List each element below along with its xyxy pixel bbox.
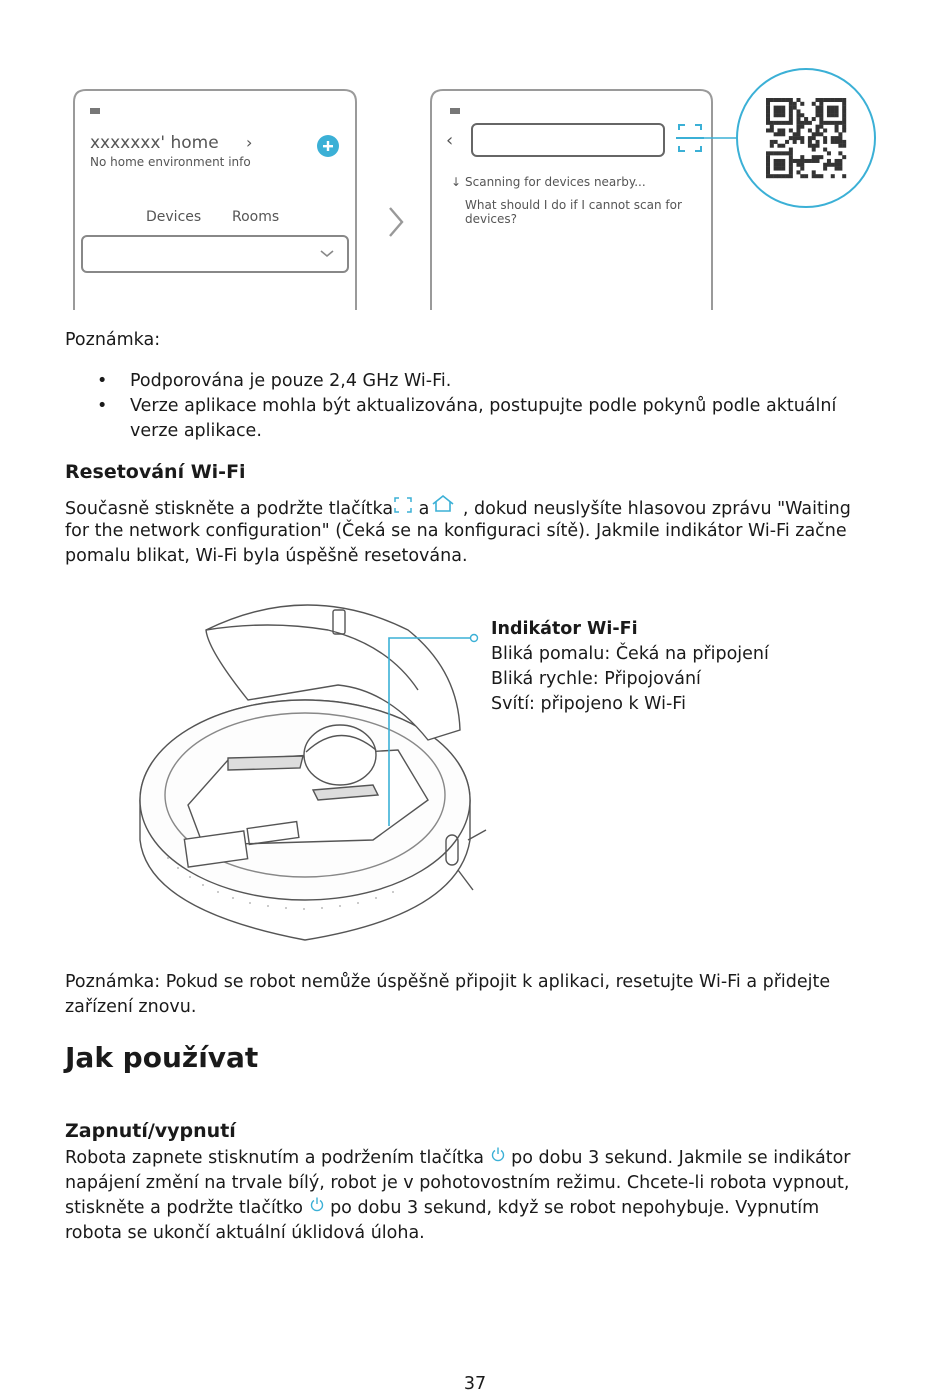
power-line-1 [65, 1146, 850, 1173]
qr-cell [800, 159, 804, 163]
power-text-b: po dobu 3 sekund. Jakmile se indikátor [505, 1148, 851, 1168]
qr-cell [816, 140, 820, 144]
qr-cell [842, 174, 846, 178]
svg-text:↓: ↓ [451, 175, 462, 189]
qr-cell [789, 159, 793, 163]
qr-cell [823, 167, 827, 171]
qr-cell [831, 163, 835, 167]
qr-cell [842, 117, 846, 121]
qr-cell [827, 106, 831, 110]
qr-cell [819, 174, 823, 178]
qr-cell [781, 144, 785, 148]
qr-cell [777, 109, 781, 113]
qr-cell [812, 148, 816, 152]
qr-cell [838, 121, 842, 125]
qr-cell [831, 106, 835, 110]
qr-cell [831, 140, 835, 144]
qr-cell [774, 113, 778, 117]
qr-cell [838, 159, 842, 163]
indicator-line-3: Svítí: připojeno k Wi-Fi [491, 694, 686, 714]
help-text-2[interactable]: devices? [465, 212, 518, 226]
qr-cell [781, 163, 785, 167]
qr-cell [835, 121, 839, 125]
qr-cell [842, 140, 846, 144]
qr-cell [781, 113, 785, 117]
qr-cell [800, 155, 804, 159]
qr-cell [812, 117, 816, 121]
qr-cell [812, 159, 816, 163]
qr-cell [785, 98, 789, 102]
qr-cell [831, 109, 835, 113]
qr-cell [766, 163, 770, 167]
app-setup-illustration [60, 60, 890, 315]
qr-cell [827, 113, 831, 117]
power-line-3 [65, 1196, 819, 1223]
qr-cell [819, 102, 823, 106]
home-name-text: xxxxxxx' home [90, 133, 219, 153]
qr-cell [804, 121, 808, 125]
power-line-4: robota se ukončí aktuální úklidová úloha. [65, 1223, 425, 1243]
qr-cell [835, 125, 839, 129]
power-title: Zapnutí/vypnutí [65, 1120, 236, 1142]
qr-cell [777, 121, 781, 125]
qr-cell [819, 98, 823, 102]
qr-cell [766, 174, 770, 178]
qr-cell [812, 102, 816, 106]
qr-cell [774, 106, 778, 110]
qr-cell [842, 144, 846, 148]
no-env-text: No home environment info [90, 155, 251, 169]
scanning-text: Scanning for devices nearby... [465, 175, 646, 189]
qr-cell [785, 121, 789, 125]
qr-cell [793, 102, 797, 106]
qr-cell [774, 132, 778, 136]
chevron-small-icon: › [246, 133, 253, 152]
wifi-reset-title: Resetování Wi-Fi [65, 461, 246, 483]
power-line-2: napájení změní na trvale bílý, robot je v pohotovostním režimu. Chcete-li robota vypnout, [65, 1173, 850, 1193]
qr-cell [770, 140, 774, 144]
power-icon [490, 1146, 506, 1173]
qr-cell [774, 121, 778, 125]
qr-cell [766, 106, 770, 110]
qr-cell [804, 117, 808, 121]
power-text-c: stiskněte a podržte tlačítko [65, 1198, 303, 1218]
qr-cell [819, 121, 823, 125]
left-phone-screen [74, 90, 356, 310]
chevron-right-icon [390, 208, 402, 236]
wifi-reset-text-c: , dokud neuslyšíte hlasovou zprávu "Waiting [457, 499, 851, 519]
qr-cell [808, 159, 812, 163]
qr-cell [774, 151, 778, 155]
qr-cell [789, 102, 793, 106]
right-phone-screen [431, 90, 740, 310]
qr-cell [835, 163, 839, 167]
qr-cell [842, 155, 846, 159]
qr-cell [789, 167, 793, 171]
qr-cell [789, 106, 793, 110]
qr-cell [800, 125, 804, 129]
qr-cell [781, 174, 785, 178]
qr-cell [816, 98, 820, 102]
qr-cell [816, 159, 820, 163]
qr-cell [789, 170, 793, 174]
note2-line-2: zařízení znovu. [65, 997, 197, 1017]
qr-cell [781, 106, 785, 110]
qr-cell [770, 144, 774, 148]
indicator-callout-line [385, 630, 480, 830]
qr-cell [808, 121, 812, 125]
rooms-tab[interactable]: Rooms [232, 209, 280, 225]
qr-cell [793, 136, 797, 140]
qr-cell [831, 121, 835, 125]
qr-cell [789, 155, 793, 159]
qr-cell [766, 159, 770, 163]
qr-cell [774, 140, 778, 144]
qr-cell [816, 155, 820, 159]
qr-cell [823, 148, 827, 152]
qr-cell [766, 98, 770, 102]
qr-cell [766, 102, 770, 106]
qr-cell [812, 144, 816, 148]
qr-cell [789, 113, 793, 117]
qr-cell [774, 163, 778, 167]
qr-cell [819, 113, 823, 117]
qr-cell [774, 174, 778, 178]
qr-cell [823, 136, 827, 140]
qr-cell [781, 159, 785, 163]
qr-cell [842, 125, 846, 129]
qr-cell [796, 128, 800, 132]
qr-cell [835, 140, 839, 144]
qr-cell [800, 113, 804, 117]
qr-cell [789, 128, 793, 132]
qr-cell [835, 128, 839, 132]
qr-cell [823, 140, 827, 144]
qr-cell [812, 132, 816, 136]
wifi-reset-line-3: pomalu blikat, Wi-Fi byla úspěšně resetována. [65, 546, 468, 566]
qr-cell [796, 163, 800, 167]
qr-cell [789, 163, 793, 167]
qr-cell [770, 128, 774, 132]
qr-cell [808, 136, 812, 140]
qr-cell [808, 128, 812, 132]
qr-cell [777, 163, 781, 167]
qr-cell [827, 109, 831, 113]
qr-cell [789, 117, 793, 121]
indicator-line-1: Bliká pomalu: Čeká na připojení [491, 644, 769, 664]
wifi-reset-line-2: for the network configuration" (Čeká se na konfiguraci sítě). Jakmile indikátor Wi-Fi začne [65, 521, 847, 541]
note-bullet-1: • Podporována je pouze 2,4 GHz Wi-Fi. [65, 369, 895, 394]
note-bullet-2-cont: verze aplikace. [130, 421, 262, 441]
qr-cell [777, 106, 781, 110]
qr-cell [766, 155, 770, 159]
qr-cell [770, 121, 774, 125]
qr-cell [835, 113, 839, 117]
qr-cell [800, 167, 804, 171]
qr-cell [777, 132, 781, 136]
note-bullet-2: • Verze aplikace mohla být aktualizována, postupujte podle pokynů podle aktuální [65, 394, 895, 419]
dropdown-box [82, 236, 348, 272]
qr-cell [842, 121, 846, 125]
qr-cell [774, 159, 778, 163]
qr-cell [842, 102, 846, 106]
qr-cell [796, 121, 800, 125]
qr-cell [796, 170, 800, 174]
qr-cell [777, 159, 781, 163]
qr-cell [796, 109, 800, 113]
qr-code-icon [737, 69, 875, 207]
qr-cell [808, 144, 812, 148]
qr-cell [808, 140, 812, 144]
back-icon: ‹ [446, 130, 454, 151]
qr-cell [835, 159, 839, 163]
qr-cell [796, 117, 800, 121]
qr-cell [796, 125, 800, 129]
plus-icon[interactable] [317, 135, 339, 157]
qr-cell [804, 159, 808, 163]
qr-cell [800, 102, 804, 106]
qr-cell [823, 163, 827, 167]
qr-cell [796, 98, 800, 102]
qr-cell [819, 117, 823, 121]
qr-cell [777, 113, 781, 117]
power-icon [309, 1196, 325, 1223]
qr-cell [800, 140, 804, 144]
qr-cell [777, 98, 781, 102]
power-text-a: Robota zapnete stisknutím a podržením tlačítka [65, 1148, 484, 1168]
qr-cell [785, 140, 789, 144]
wifi-reset-text-a: Současně stiskněte a podržte tlačítka [65, 499, 394, 519]
section-title: Jak používat [65, 1041, 259, 1074]
qr-cell [835, 98, 839, 102]
qr-cell [827, 151, 831, 155]
qr-cell [816, 109, 820, 113]
qr-cell [838, 98, 842, 102]
qr-cell [835, 106, 839, 110]
devices-tab[interactable]: Devices [146, 209, 202, 225]
qr-cell [789, 136, 793, 140]
qr-cell [835, 109, 839, 113]
qr-cell [842, 106, 846, 110]
page-number: 37 [463, 1374, 487, 1394]
qr-cell [819, 106, 823, 110]
qr-cell [766, 170, 770, 174]
qr-cell [781, 167, 785, 171]
note-bullet-list [65, 369, 895, 444]
qr-cell [819, 109, 823, 113]
qr-cell [831, 98, 835, 102]
indicator-callout [491, 617, 769, 717]
qr-cell [838, 163, 842, 167]
qr-cell [789, 174, 793, 178]
qr-cell [796, 136, 800, 140]
qr-cell [777, 174, 781, 178]
qr-cell [800, 163, 804, 167]
qr-cell [838, 140, 842, 144]
qr-cell [777, 151, 781, 155]
qr-cell [838, 132, 842, 136]
qr-cell [804, 174, 808, 178]
qr-cell [789, 109, 793, 113]
qr-cell [766, 167, 770, 171]
qr-cell [781, 98, 785, 102]
qr-cell [816, 106, 820, 110]
qr-cell [823, 128, 827, 132]
qr-cell [774, 109, 778, 113]
qr-cell [838, 167, 842, 171]
help-text-1[interactable]: What should I do if I cannot scan for [465, 198, 682, 212]
qr-cell [777, 128, 781, 132]
qr-cell [789, 121, 793, 125]
qr-cell [835, 167, 839, 171]
qr-cell [766, 113, 770, 117]
note-heading: Poznámka: [65, 330, 161, 350]
qr-cell [781, 128, 785, 132]
qr-cell [774, 167, 778, 171]
qr-cell [766, 121, 770, 125]
qr-cell [770, 174, 774, 178]
qr-cell [816, 113, 820, 117]
qr-cell [800, 136, 804, 140]
indicator-title: Indikátor Wi-Fi [491, 619, 638, 639]
qr-cell [831, 113, 835, 117]
qr-cell [812, 155, 816, 159]
qr-cell [781, 109, 785, 113]
qr-cell [819, 155, 823, 159]
qr-cell [827, 159, 831, 163]
qr-cell [819, 125, 823, 129]
qr-cell [819, 132, 823, 136]
qr-cell [766, 109, 770, 113]
qr-cell [793, 140, 797, 144]
qr-cell [816, 132, 820, 136]
qr-cell [781, 121, 785, 125]
qr-cell [796, 159, 800, 163]
qr-cell [793, 159, 797, 163]
qr-cell [827, 98, 831, 102]
qr-cell [823, 121, 827, 125]
qr-cell [816, 128, 820, 132]
qr-cell [800, 121, 804, 125]
qr-cell [827, 163, 831, 167]
qr-cell [842, 128, 846, 132]
qr-cell [842, 113, 846, 117]
qr-cell [770, 151, 774, 155]
qr-cell [777, 144, 781, 148]
qr-cell [823, 98, 827, 102]
qr-cell [785, 174, 789, 178]
qr-cell [796, 132, 800, 136]
qr-cell [766, 128, 770, 132]
qr-cell [789, 151, 793, 155]
qr-cell [838, 136, 842, 140]
qr-cell [842, 98, 846, 102]
qr-cell [800, 174, 804, 178]
qr-cell [831, 136, 835, 140]
search-field [472, 124, 664, 156]
qr-cell [831, 174, 835, 178]
qr-cell [777, 167, 781, 171]
qr-cell [781, 151, 785, 155]
qr-cell [812, 136, 816, 140]
wifi-reset-text-b: a [413, 499, 430, 519]
qr-cell [816, 125, 820, 129]
qr-cell [816, 174, 820, 178]
qr-cell [793, 106, 797, 110]
qr-cell [774, 98, 778, 102]
qr-cell [770, 125, 774, 129]
qr-cell [770, 98, 774, 102]
qr-cell [816, 144, 820, 148]
qr-cell [793, 132, 797, 136]
qr-cell [812, 174, 816, 178]
note2-line-1: Poznámka: Pokud se robot nemůže úspěšně připojit k aplikaci, resetujte Wi-Fi a přidejte [65, 972, 831, 992]
qr-cell [838, 144, 842, 148]
qr-cell [766, 117, 770, 121]
qr-cell [766, 151, 770, 155]
indicator-line-2: Bliká rychle: Připojování [491, 669, 701, 689]
qr-cell [835, 136, 839, 140]
qr-cell [785, 151, 789, 155]
qr-cell [842, 109, 846, 113]
power-text-d: po dobu 3 sekund, když se robot nepohybuje. Vypnutím [324, 1198, 820, 1218]
qr-cell [789, 148, 793, 152]
qr-cell [789, 98, 793, 102]
qr-cell [812, 170, 816, 174]
qr-cell [827, 121, 831, 125]
qr-cell [781, 132, 785, 136]
qr-cell [838, 151, 842, 155]
qr-cell [796, 113, 800, 117]
